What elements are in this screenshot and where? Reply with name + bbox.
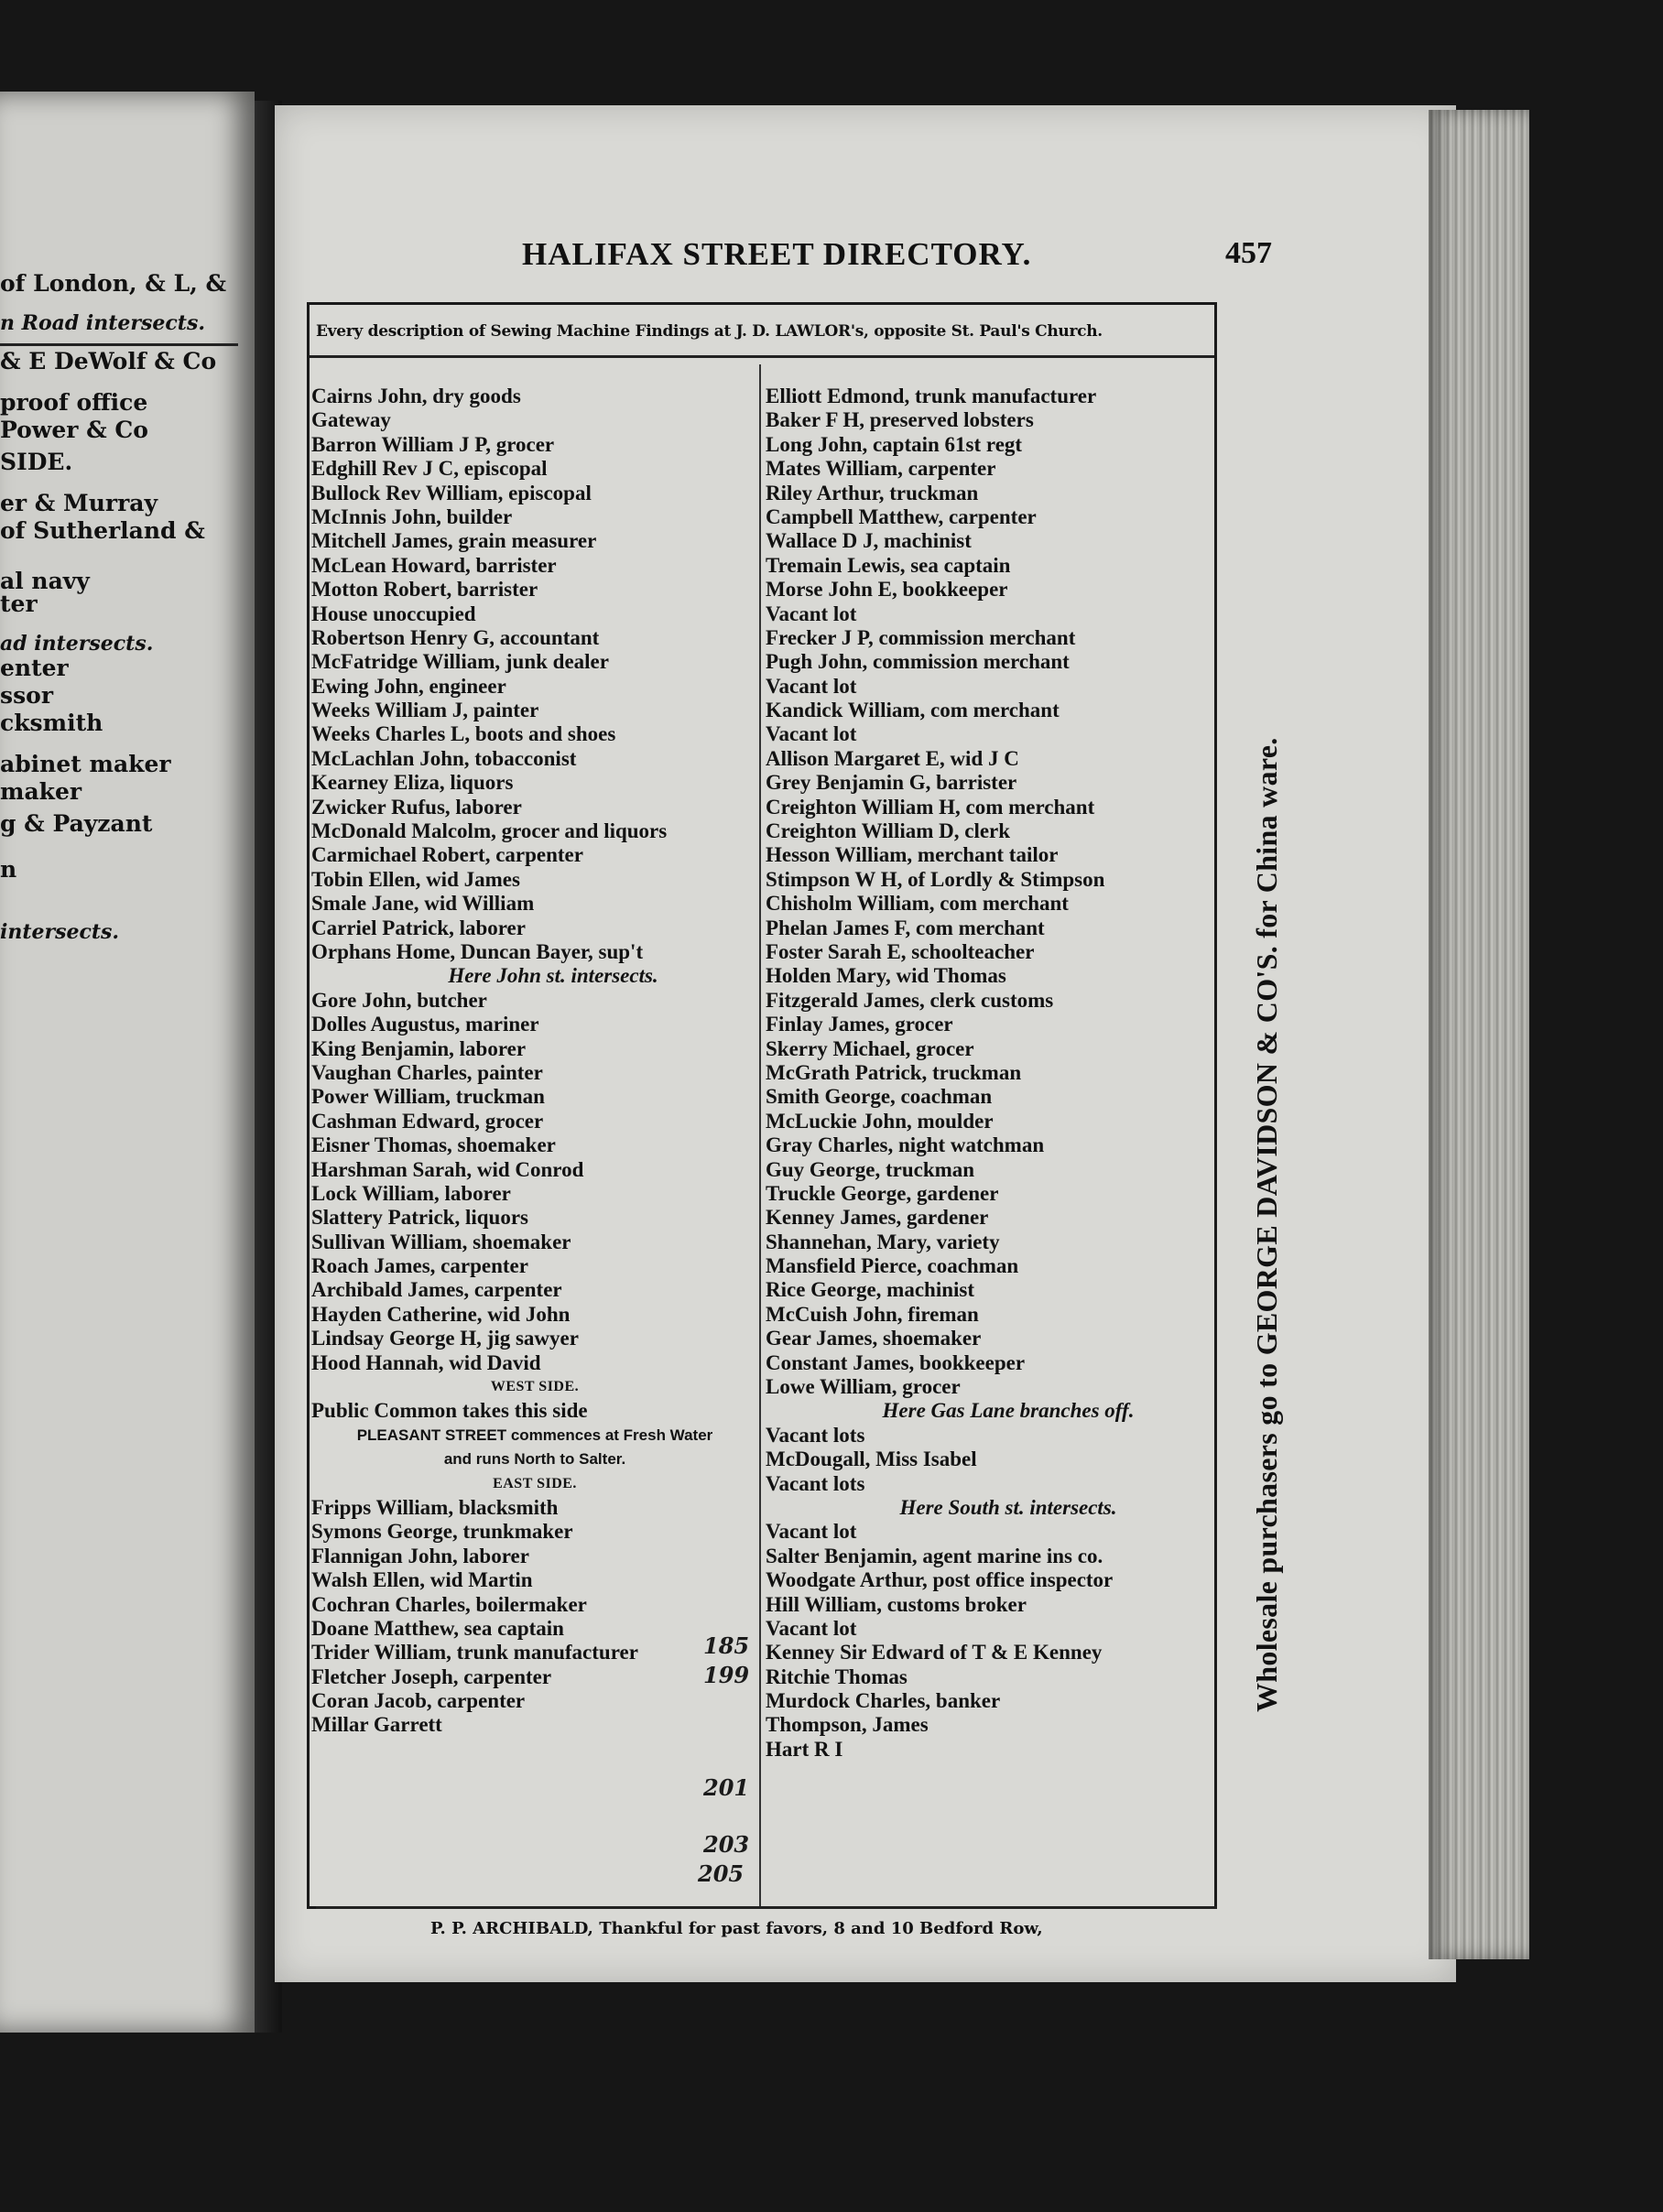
directory-entry: Dolles Augustus, mariner	[311, 1013, 539, 1036]
directory-entry: Vacant lot	[766, 1520, 857, 1544]
directory-entry: Tobin Ellen, wid James	[311, 867, 520, 891]
directory-entry: Chisholm William, com merchant	[766, 892, 1069, 916]
left-page-text: & E DeWolf & Co	[0, 348, 217, 374]
directory-entry: Vacant lots	[766, 1423, 865, 1447]
directory-entry: Rice George, machinist	[766, 1278, 975, 1302]
left-page-rule	[0, 343, 238, 346]
directory-entry: Walsh Ellen, wid Martin	[311, 1568, 533, 1592]
directory-entry: McFatridge William, junk dealer	[311, 650, 609, 674]
directory-entry: Robertson Henry G, accountant	[311, 625, 600, 649]
directory-entry: Cashman Edward, grocer	[311, 1109, 544, 1133]
side-advertisement: Wholesale purchasers go to GEORGE DAVIDSON & CO'S. for China ware.	[1250, 737, 1283, 1712]
left-page-text: ssor	[0, 682, 53, 709]
directory-entry: Ritchie Thomas	[766, 1664, 908, 1688]
handwritten-note: 205	[698, 1860, 745, 1887]
handwritten-note: 199	[703, 1662, 750, 1688]
directory-entry: Vaughan Charles, painter	[311, 1060, 543, 1084]
intersection-note: Here John st. intersects.	[448, 964, 658, 988]
directory-entry: Fripps William, blacksmith	[311, 1495, 559, 1519]
directory-entry: Cairns John, dry goods	[311, 385, 521, 407]
directory-entry: Grey Benjamin G, barrister	[766, 771, 1017, 795]
handwritten-note: 203	[703, 1831, 750, 1858]
directory-entry: Vacant lots	[766, 1471, 865, 1495]
left-page-text: Power & Co	[0, 417, 148, 443]
directory-entry: Thompson, James	[766, 1713, 929, 1737]
directory-entry: Shannehan, Mary, variety	[766, 1230, 1000, 1253]
directory-entry: Symons George, trunkmaker	[311, 1520, 573, 1544]
directory-entry: Campbell Matthew, carpenter	[766, 504, 1037, 528]
directory-entry: Harshman Sarah, wid Conrod	[311, 1157, 584, 1181]
directory-entry: Long John, captain 61st regt	[766, 432, 1023, 456]
directory-entry: Creighton William D, clerk	[766, 819, 1011, 843]
directory-entry: Fletcher Joseph, carpenter	[311, 1664, 552, 1688]
directory-entry: McDonald Malcolm, grocer and liquors	[311, 819, 668, 843]
directory-entry: Mitchell James, grain measurer	[311, 529, 597, 553]
directory-entry: Kearney Eliza, liquors	[311, 771, 514, 795]
left-page-text: maker	[0, 778, 82, 805]
left-page-text: enter	[0, 655, 69, 681]
directory-entry: Smith George, coachman	[766, 1085, 993, 1109]
section-heading: WEST SIDE.	[490, 1379, 580, 1395]
intersection-note: Here Gas Lane branches off.	[882, 1399, 1135, 1423]
directory-entry: Roach James, carpenter	[311, 1254, 528, 1278]
directory-entry: Kandick William, com merchant	[766, 699, 1060, 722]
directory-entry: Vacant lot	[766, 722, 857, 746]
directory-entry: Morse John E, bookkeeper	[766, 578, 1008, 602]
directory-entry: Gateway	[311, 408, 391, 432]
directory-entry: Hayden Catherine, wid John	[311, 1302, 571, 1326]
left-page-text: er & Murray	[0, 490, 158, 516]
column-divider	[759, 364, 761, 1906]
directory-entry: Barron William J P, grocer	[311, 432, 555, 456]
bottom-rule	[316, 1906, 1217, 1909]
directory-entry: Murdock Charles, banker	[766, 1689, 1001, 1713]
directory-entry: Eisner Thomas, shoemaker	[311, 1133, 556, 1157]
directory-entry: Carmichael Robert, carpenter	[311, 843, 583, 867]
left-page-text: of Sutherland &	[0, 517, 205, 544]
directory-entry: Coran Jacob, carpenter	[311, 1689, 526, 1713]
section-heading: EAST SIDE.	[493, 1475, 577, 1491]
directory-entry: McDougall, Miss Isabel	[766, 1448, 977, 1471]
directory-entry: Kenney James, gardener	[766, 1206, 989, 1230]
left-facing-page	[0, 92, 255, 2033]
directory-entry: Fitzgerald James, clerk customs	[766, 988, 1054, 1012]
directory-entry: Ewing John, engineer	[311, 674, 506, 698]
left-column	[311, 385, 758, 1738]
directory-entry: Trider William, trunk manufacturer	[311, 1641, 638, 1664]
directory-entry: McLuckie John, moulder	[766, 1109, 994, 1133]
directory-entry: Carriel Patrick, laborer	[311, 916, 526, 939]
directory-entry: Smale Jane, wid William	[311, 892, 535, 916]
handwritten-note: 185	[703, 1632, 750, 1659]
directory-entry: Public Common takes this side	[311, 1399, 588, 1423]
directory-entry: Cochran Charles, boilermaker	[311, 1592, 587, 1616]
directory-entry: Millar Garrett	[311, 1713, 442, 1737]
handwritten-note: 201	[703, 1774, 750, 1801]
directory-entry: Creighton William H, com merchant	[766, 795, 1095, 819]
directory-entry: McGrath Patrick, truckman	[766, 1060, 1022, 1084]
directory-entry: Constant James, bookkeeper	[766, 1350, 1026, 1374]
directory-entry: Weeks Charles L, boots and shoes	[311, 722, 616, 746]
directory-entry: Zwicker Rufus, laborer	[311, 795, 522, 819]
directory-entry: Vacant lot	[766, 674, 857, 698]
section-heading: PLEASANT STREET commences at Fresh Water	[356, 1426, 713, 1444]
directory-entry: Mansfield Pierce, coachman	[766, 1254, 1019, 1278]
directory-entry: Allison Margaret E, wid J C	[766, 746, 1019, 770]
directory-entry: Vacant lot	[766, 602, 857, 625]
directory-entry: Wallace D J, machinist	[766, 529, 972, 553]
section-heading: and runs North to Salter.	[443, 1450, 626, 1469]
directory-entry: Gear James, shoemaker	[766, 1327, 982, 1350]
directory-entry: Flannigan John, laborer	[311, 1544, 529, 1567]
directory-entry: Foster Sarah E, schoolteacher	[766, 939, 1035, 963]
directory-entry: Hood Hannah, wid David	[311, 1350, 541, 1374]
directory-entry: McCuish John, fireman	[766, 1302, 979, 1326]
top-ad-rule	[310, 355, 1214, 358]
directory-entry: Kenney Sir Edward of T & E Kenney	[766, 1641, 1103, 1664]
left-page-text: cksmith	[0, 710, 103, 736]
left-page-text: intersects.	[0, 920, 120, 944]
directory-entry: Hart R I	[766, 1737, 843, 1761]
directory-entry: Slattery Patrick, liquors	[311, 1206, 528, 1230]
directory-entry: Vacant lot	[766, 1616, 857, 1640]
bottom-advertisement: P. P. ARCHIBALD, Thankful for past favors, 8 and 10 Bedford Row,	[430, 1919, 1043, 1938]
directory-entry: Phelan James F, com merchant	[766, 916, 1045, 939]
left-page-text: of London, & L, &	[0, 270, 227, 297]
left-page-text: n Road intersects.	[0, 311, 205, 335]
right-column	[766, 385, 1214, 1762]
directory-entry: Motton Robert, barrister	[311, 578, 538, 602]
page-title: HALIFAX STREET DIRECTORY.	[522, 236, 1032, 272]
left-page-text: abinet maker	[0, 751, 171, 777]
directory-entry: Lowe William, grocer	[766, 1375, 961, 1399]
directory-entry: Salter Benjamin, agent marine ins co.	[766, 1544, 1103, 1567]
directory-entry: Pugh John, commission merchant	[766, 650, 1070, 674]
left-page-text: g & Payzant	[0, 810, 153, 837]
directory-entry: Mates William, carpenter	[766, 457, 996, 481]
left-page-text: SIDE.	[0, 449, 73, 475]
directory-entry: House unoccupied	[311, 602, 476, 625]
directory-entry: Hill William, customs broker	[766, 1592, 1027, 1616]
directory-entry: Lindsay George H, jig sawyer	[311, 1327, 579, 1350]
book-page-edges	[1429, 110, 1529, 1959]
directory-entry: Doane Matthew, sea captain	[311, 1616, 564, 1640]
directory-entry: Archibald James, carpenter	[311, 1278, 562, 1302]
directory-entry: Riley Arthur, truckman	[766, 481, 979, 504]
directory-entry: Power William, truckman	[311, 1085, 545, 1109]
directory-entry: Baker F H, preserved lobsters	[766, 408, 1034, 432]
intersection-note: Here South st. intersects.	[899, 1495, 1117, 1519]
page-number: 457	[1225, 236, 1272, 270]
left-page-text: al navy	[0, 568, 90, 594]
left-page-text: ad intersects.	[0, 632, 154, 656]
directory-entry: Stimpson W H, of Lordly & Stimpson	[766, 867, 1105, 891]
directory-entry: Weeks William J, painter	[311, 699, 539, 722]
directory-entry: Frecker J P, commission merchant	[766, 625, 1076, 649]
directory-entry: Woodgate Arthur, post office inspector	[766, 1568, 1114, 1592]
directory-entry: Orphans Home, Duncan Bayer, sup't	[311, 939, 644, 963]
left-page-text: n	[0, 856, 17, 883]
left-page-text: proof office	[0, 389, 148, 416]
directory-entry: King Benjamin, laborer	[311, 1036, 527, 1060]
directory-entry: Tremain Lewis, sea captain	[766, 553, 1011, 577]
directory-entry: Lock William, laborer	[311, 1181, 511, 1205]
directory-entry: Bullock Rev William, episcopal	[311, 481, 592, 504]
directory-entry: Truckle George, gardener	[766, 1181, 999, 1205]
directory-entry: Hesson William, merchant tailor	[766, 843, 1059, 867]
directory-entry: Sullivan William, shoemaker	[311, 1230, 571, 1253]
left-page-text: ter	[0, 591, 38, 617]
directory-entry: McLachlan John, tobacconist	[311, 746, 577, 770]
directory-entry: Finlay James, grocer	[766, 1013, 953, 1036]
directory-entry: Gray Charles, night watchman	[766, 1133, 1045, 1157]
directory-entry: Holden Mary, wid Thomas	[766, 964, 1006, 988]
directory-entry: Edghill Rev J C, episcopal	[311, 457, 548, 481]
directory-entry: McLean Howard, barrister	[311, 553, 557, 577]
directory-entry: Guy George, truckman	[766, 1157, 975, 1181]
directory-entry: Gore John, butcher	[311, 988, 487, 1012]
top-advertisement: Every description of Sewing Machine Findings at J. D. LAWLOR's, opposite St. Paul's Church.	[316, 322, 1103, 341]
directory-entry: Elliott Edmond, trunk manufacturer	[766, 385, 1097, 407]
directory-entry: McInnis John, builder	[311, 504, 513, 528]
directory-entry: Skerry Michael, grocer	[766, 1036, 974, 1060]
